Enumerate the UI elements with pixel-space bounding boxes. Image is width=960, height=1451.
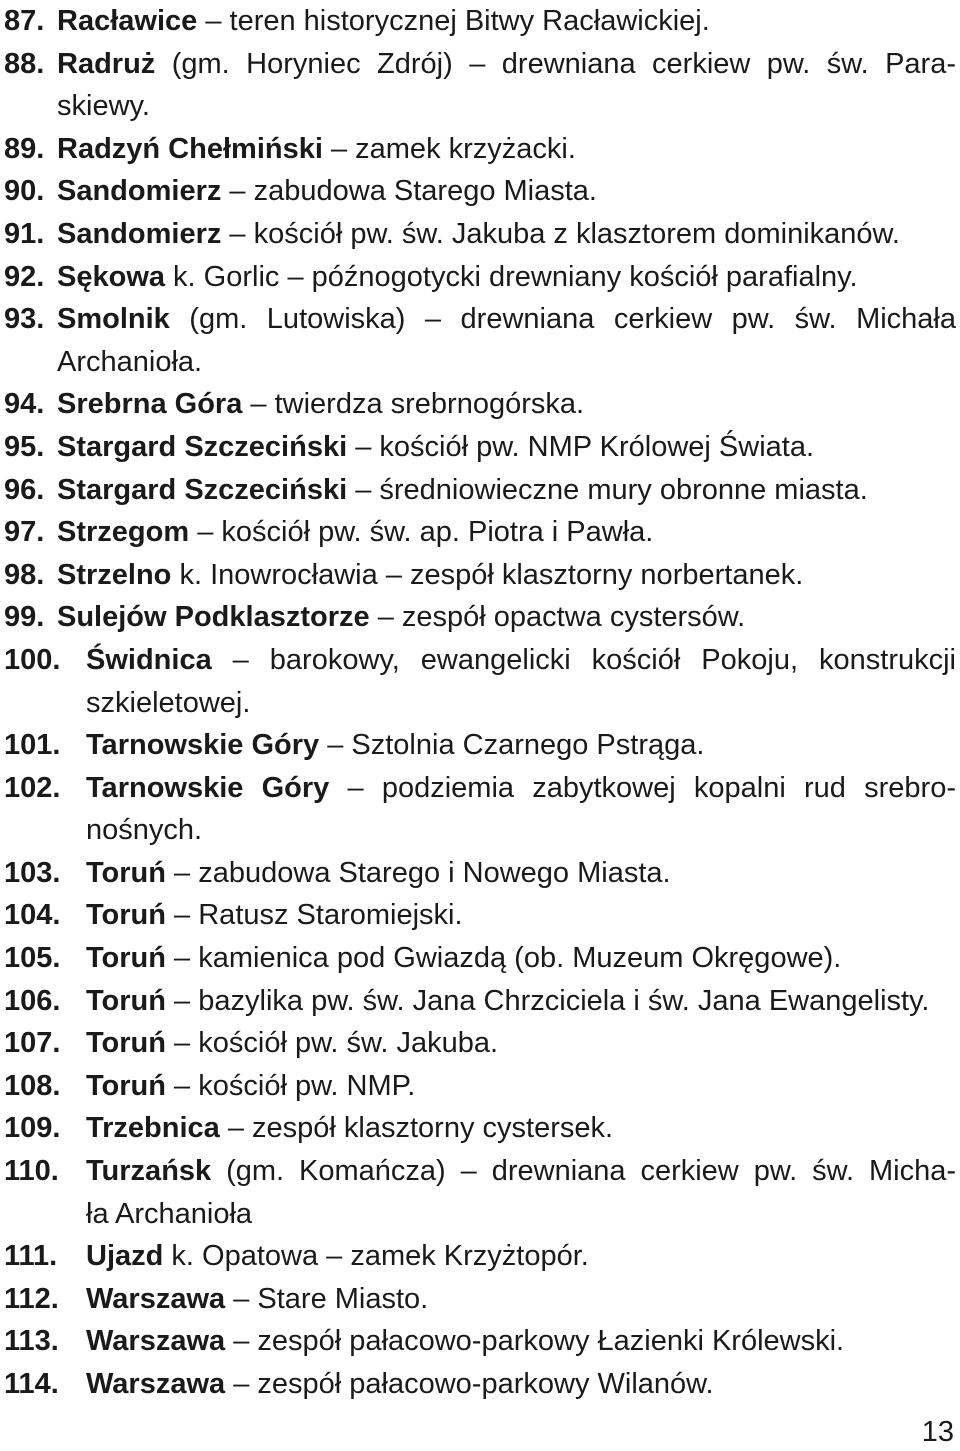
place-name: Tarnowskie Góry <box>86 729 320 762</box>
entry-text <box>86 724 956 767</box>
entry-line <box>57 43 956 86</box>
entry-description: – zespół pałacowo-parkowy Łazienki Królewski. <box>225 1325 845 1358</box>
list-item <box>4 852 956 895</box>
entry-number: 114. <box>4 1368 59 1400</box>
entry-line <box>86 1107 956 1150</box>
entry-line <box>57 511 956 554</box>
entry-line <box>86 1320 956 1363</box>
entry-line <box>86 937 956 980</box>
list-item <box>4 1022 956 1065</box>
place-name: Warszawa <box>86 1368 226 1400</box>
entry-number: 98. <box>4 558 45 591</box>
place-name: Toruń <box>86 984 166 1017</box>
entry-description: – zabudowa Starego Miasta. <box>221 175 597 208</box>
entry-number: 92. <box>4 260 45 293</box>
entry-text <box>86 1278 956 1321</box>
entry-text <box>57 469 956 512</box>
list-item <box>4 298 956 383</box>
entry-description: k. Opatowa – zamek Krzyżtopór. <box>163 1240 589 1273</box>
entry-number: 112. <box>4 1282 59 1315</box>
entry-number: 87. <box>4 5 45 37</box>
entry-description: (gm. Komańcza) – drewniana cerkiew pw. św. Micha- <box>211 1155 956 1188</box>
page-number: 13 <box>921 1416 954 1448</box>
entry-number: 99. <box>4 601 45 634</box>
entry-line <box>86 767 956 810</box>
entry-text <box>57 213 956 256</box>
entry-number: 113. <box>4 1325 59 1358</box>
list-item <box>4 170 956 213</box>
list-item <box>4 213 956 256</box>
monument-list <box>4 0 956 1406</box>
entry-text <box>86 1107 956 1150</box>
entry-number: 109. <box>4 1112 61 1145</box>
entry-number: 100. <box>4 643 61 676</box>
place-name: Strzegom <box>57 516 190 549</box>
entry-description: – zabudowa Starego i Nowego Miasta. <box>166 856 671 889</box>
entry-text <box>86 1150 956 1235</box>
place-name: Smolnik <box>57 303 170 336</box>
place-name: Sękowa <box>57 260 165 293</box>
entry-line <box>57 170 956 213</box>
entry-text <box>86 1065 956 1108</box>
entry-description: nośnych. <box>86 814 203 847</box>
list-item <box>4 767 956 852</box>
entry-text <box>57 128 956 171</box>
entry-number: 103. <box>4 856 61 889</box>
place-name: Sandomierz <box>57 217 222 250</box>
entry-line <box>57 596 956 639</box>
entry-number: 88. <box>4 47 45 80</box>
entry-line <box>86 1150 956 1193</box>
entry-text <box>86 894 956 937</box>
entry-description: – zespół klasztorny cystersek. <box>219 1112 614 1145</box>
entry-line <box>86 1363 956 1406</box>
entry-description: – kościół pw. NMP Królowej Świata. <box>347 430 815 463</box>
place-name: Racławice <box>57 5 198 37</box>
entry-number: 110. <box>4 1155 59 1188</box>
entry-number: 91. <box>4 217 45 250</box>
entry-number: 108. <box>4 1069 61 1102</box>
place-name: Toruń <box>86 899 166 932</box>
place-name: Warszawa <box>86 1282 226 1315</box>
place-name: Turzańsk <box>86 1155 212 1188</box>
entry-number: 106. <box>4 984 61 1017</box>
entry-text <box>86 937 956 980</box>
entry-line <box>57 128 956 171</box>
entry-line <box>86 852 956 895</box>
place-name: Sandomierz <box>57 175 222 208</box>
entry-description: Archanioła. <box>57 345 203 378</box>
place-name: Srebrna Góra <box>57 388 243 421</box>
entry-text <box>86 852 956 895</box>
place-name: Tarnowskie Góry <box>86 771 330 804</box>
entry-description: – twierdza srebrnogórska. <box>242 388 585 421</box>
entry-text <box>86 1363 956 1406</box>
list-item <box>4 383 956 426</box>
entry-line <box>57 341 956 384</box>
entry-number: 105. <box>4 942 61 975</box>
entry-line <box>57 85 956 128</box>
place-name: Trzebnica <box>86 1112 220 1145</box>
list-item <box>4 1235 956 1278</box>
entry-text <box>57 383 956 426</box>
entry-description: – kościół pw. św. Jakuba z klasztorem dominikanów. <box>221 217 900 250</box>
entry-text <box>57 426 956 469</box>
list-item <box>4 894 956 937</box>
list-item <box>4 0 956 43</box>
entry-number: 97. <box>4 516 45 549</box>
entry-description: – barokowy, ewangelicki kościół Pokoju, konstrukcji <box>211 643 956 676</box>
entry-description: – Stare Miasto. <box>225 1282 429 1315</box>
entry-line <box>57 213 956 256</box>
place-name: Radzyń Chełmiński <box>57 132 323 165</box>
entry-line <box>57 256 956 299</box>
list-item <box>4 1278 956 1321</box>
entry-line <box>86 1022 956 1065</box>
entry-description: – Ratusz Staromiejski. <box>166 899 463 932</box>
entry-number: 90. <box>4 175 45 208</box>
entry-text <box>86 1235 956 1278</box>
entry-text <box>86 1320 956 1363</box>
entry-description: k. Inowrocławia – zespół klasztorny norbertanek. <box>171 558 804 591</box>
entry-text <box>57 256 956 299</box>
entry-text <box>57 596 956 639</box>
entry-line <box>57 383 956 426</box>
entry-description: (gm. Horyniec Zdrój) – drewniana cerkiew pw. św. Para- <box>155 47 956 80</box>
list-item <box>4 1363 956 1406</box>
entry-line <box>86 1193 956 1236</box>
entry-description: – Sztolnia Czarnego Pstrąga. <box>319 729 705 762</box>
entry-description: – kościół pw. św. Jakuba. <box>166 1027 499 1060</box>
entry-description: – średniowieczne mury obronne miasta. <box>347 473 868 506</box>
list-item <box>4 1150 956 1235</box>
entry-text <box>86 1022 956 1065</box>
entry-line <box>57 0 956 43</box>
entry-line <box>86 724 956 767</box>
entry-text <box>57 43 956 128</box>
place-name: Warszawa <box>86 1325 226 1358</box>
entry-description: (gm. Lutowiska) – drewniana cerkiew pw. św. Michała <box>169 303 956 336</box>
entry-number: 102. <box>4 771 61 804</box>
entry-text <box>57 511 956 554</box>
list-item <box>4 511 956 554</box>
entry-description: – kościół pw. św. ap. Piotra i Pawła. <box>189 516 654 549</box>
list-item <box>4 426 956 469</box>
entry-text <box>86 767 956 852</box>
list-item <box>4 554 956 597</box>
entry-number: 101. <box>4 729 61 762</box>
entry-text <box>57 554 956 597</box>
list-item <box>4 980 956 1023</box>
list-item <box>4 1320 956 1363</box>
entry-number: 96. <box>4 473 45 506</box>
list-item <box>4 128 956 171</box>
entry-description: – kamienica pod Gwiazdą (ob. Muzeum Okręgowe). <box>166 942 842 975</box>
entry-text <box>57 298 956 383</box>
entry-description: – podziemia zabytkowej kopalni rud srebro- <box>329 771 956 804</box>
entry-line <box>57 554 956 597</box>
entry-number: 111. <box>4 1240 58 1273</box>
entry-description: – zespół opactwa cystersów. <box>369 601 746 634</box>
entry-line <box>86 682 956 725</box>
list-item <box>4 937 956 980</box>
list-item <box>4 256 956 299</box>
entry-description: – zespół pałacowo-parkowy Wilanów. <box>225 1368 714 1400</box>
list-item <box>4 1065 956 1108</box>
place-name: Stargard Szczeciński <box>57 430 348 463</box>
entry-description: ła Archanioła <box>86 1197 253 1230</box>
place-name: Toruń <box>86 942 166 975</box>
entry-number: 93. <box>4 303 45 336</box>
place-name: Toruń <box>86 1027 166 1060</box>
entry-line <box>86 1278 956 1321</box>
place-name: Sulejów Podklasztorze <box>57 601 370 634</box>
entry-description: – teren historycznej Bitwy Racławickiej. <box>197 5 710 37</box>
list-item <box>4 469 956 512</box>
entry-description: – zamek krzyżacki. <box>322 132 576 165</box>
list-item <box>4 596 956 639</box>
list-item <box>4 724 956 767</box>
entry-text <box>57 0 956 43</box>
place-name: Stargard Szczeciński <box>57 473 348 506</box>
entry-description: szkieletowej. <box>86 686 251 719</box>
entry-description: skiewy. <box>57 90 150 123</box>
entry-text <box>86 980 956 1023</box>
entry-line <box>86 1065 956 1108</box>
entry-line <box>57 469 956 512</box>
entry-line <box>57 298 956 341</box>
entry-line <box>57 426 956 469</box>
entry-description: – kościół pw. NMP. <box>166 1069 416 1102</box>
entry-line <box>86 894 956 937</box>
entry-number: 107. <box>4 1027 61 1060</box>
entry-line <box>86 980 956 1023</box>
entry-description: – bazylika pw. św. Jana Chrzciciela i św. Jana Ewangelisty. <box>166 984 930 1017</box>
list-item <box>4 1107 956 1150</box>
list-item <box>4 639 956 724</box>
entry-number: 95. <box>4 430 45 463</box>
entry-line <box>86 639 956 682</box>
entry-text <box>57 170 956 213</box>
place-name: Radruż <box>57 47 156 80</box>
entry-line <box>86 809 956 852</box>
place-name: Toruń <box>86 1069 166 1102</box>
entry-number: 94. <box>4 388 45 421</box>
place-name: Toruń <box>86 856 166 889</box>
place-name: Strzelno <box>57 558 172 591</box>
entry-number: 104. <box>4 899 61 932</box>
entry-line <box>86 1235 956 1278</box>
list-item <box>4 43 956 128</box>
place-name: Ujazd <box>86 1240 164 1273</box>
place-name: Świdnica <box>86 643 212 676</box>
entry-description: k. Gorlic – późnogotycki drewniany kościół parafialny. <box>165 260 858 293</box>
entry-number: 89. <box>4 132 45 165</box>
entry-text <box>86 639 956 724</box>
